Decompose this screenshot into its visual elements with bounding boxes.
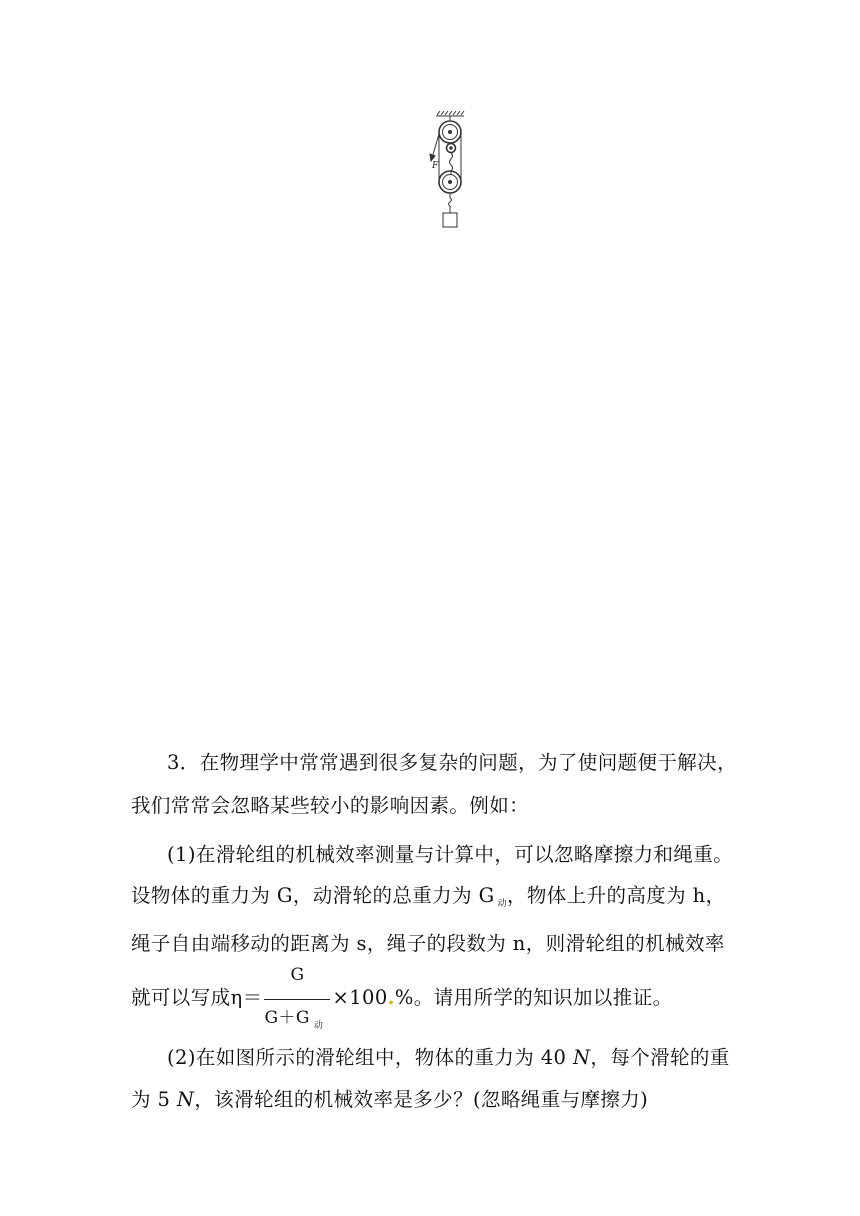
part1-line-1: (1)在滑轮组的机械效率测量与计算中，可以忽略摩擦力和绳重。	[167, 843, 734, 866]
fixed-pulley	[439, 121, 461, 143]
fraction-denominator	[264, 1003, 324, 1031]
subscript-dong: 动	[497, 899, 507, 909]
part2-line-1b: ，每个滑轮的重	[590, 1046, 730, 1069]
part1-line-4b: ×100	[332, 986, 388, 1009]
force-label: F	[432, 161, 439, 171]
ceiling-support	[436, 111, 464, 120]
unit-newton-2: N	[176, 1088, 195, 1111]
part1-line-4	[131, 964, 673, 1031]
fraction-numerator: G	[290, 964, 305, 985]
denominator-text: G＋G	[264, 1007, 310, 1028]
force-arrow	[430, 134, 439, 161]
small-pulley	[447, 144, 456, 153]
intro-line-2: 我们常常会忽略某些较小的影响因素。例如：	[131, 794, 530, 817]
intro-line-1: 3．在物理学中常常遇到很多复杂的问题，为了使问题便于解决，	[167, 751, 738, 774]
highlight-dot: .	[387, 986, 395, 1009]
efficiency-fraction	[264, 964, 330, 1031]
part2-line-1	[167, 1042, 730, 1070]
denominator-subscript: 动	[313, 1020, 324, 1031]
part1-line-2	[131, 880, 726, 908]
pulley-diagram	[424, 110, 476, 234]
load-block	[443, 213, 457, 227]
part2-line-2	[131, 1084, 648, 1112]
part2-line-2b: ，该滑轮组的机械效率是多少？(忽略绳重与摩擦力)	[194, 1088, 649, 1111]
movable-pulley	[439, 171, 461, 193]
part1-line-2b: ，物体上升的高度为 h，	[506, 884, 726, 907]
part2-line-2a: 为 5	[131, 1088, 177, 1111]
fraction-bar	[264, 999, 330, 1000]
part1-line-3: 绳子自由端移动的距离为 s，绳子的段数为 n，则滑轮组的机械效率	[131, 932, 725, 955]
part2-line-1a: (2)在如图所示的滑轮组中，物体的重力为 40	[167, 1046, 573, 1069]
hook	[449, 193, 452, 213]
part1-line-2a: 设物体的重力为 G，动滑轮的总重力为 G	[131, 884, 495, 907]
unit-newton-1: N	[572, 1046, 591, 1069]
part1-line-4c: %。请用所学的知识加以推证。	[394, 986, 673, 1009]
part1-line-4a: 就可以写成η＝	[131, 986, 263, 1009]
